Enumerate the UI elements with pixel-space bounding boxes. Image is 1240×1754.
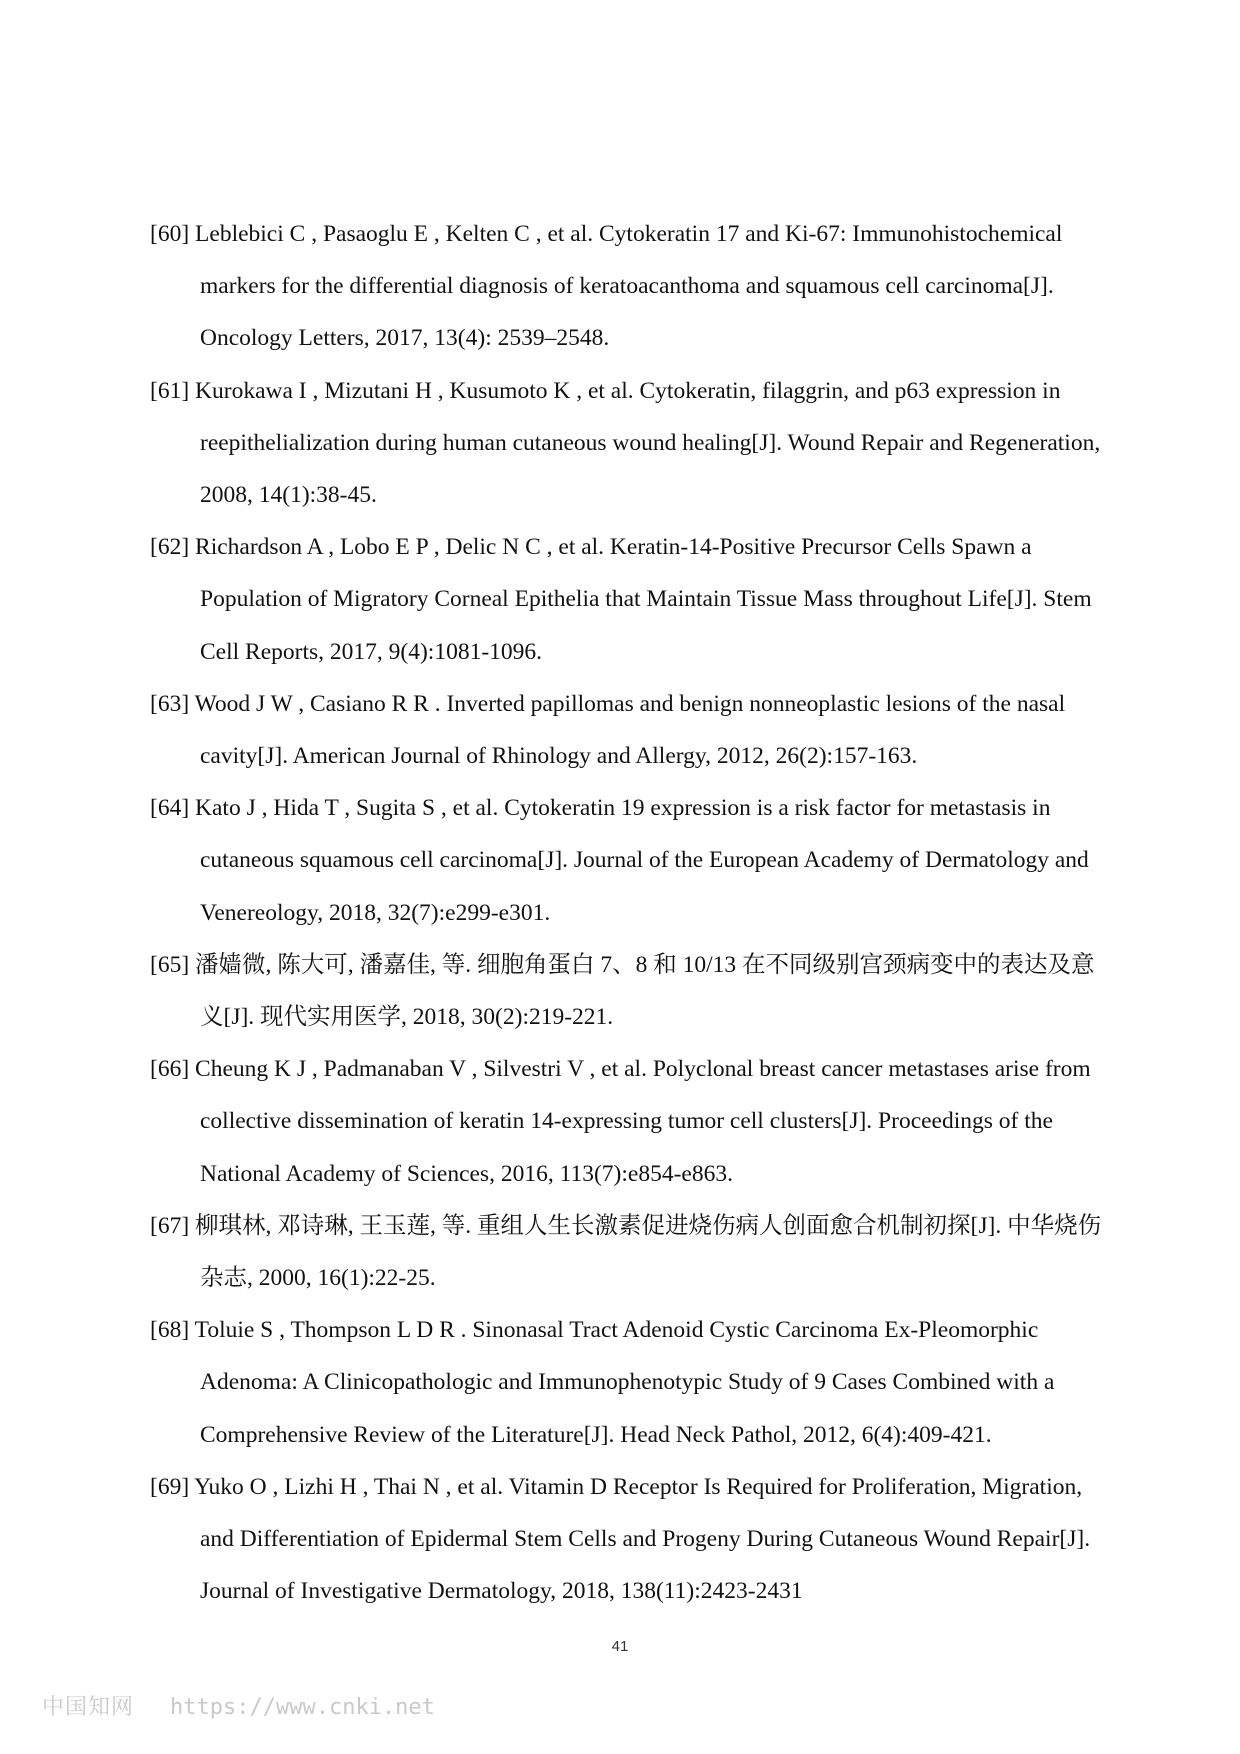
reference-text: 潘嫱微, 陈大可, 潘嘉佳, 等. 细胞角蛋白 7、8 和 10/13 在不同级别宫颈病变中的表达及意义[J]. 现代实用医学, 2018, 30(2):219-221. bbox=[195, 951, 1095, 1031]
reference-label: [68] bbox=[150, 1317, 190, 1344]
reference-item bbox=[150, 1461, 1110, 1618]
reference-label: [69] bbox=[150, 1473, 190, 1500]
reference-label: [61] bbox=[150, 377, 190, 404]
reference-label: [67] bbox=[150, 1212, 190, 1239]
watermark bbox=[42, 1690, 435, 1721]
reference-text: Leblebici C , Pasaoglu E , Kelten C , et al. Cytokeratin 17 and Ki-67: Immunohistochemical markers for the differential diagnosis of keratoacanthoma and squamous cell carcinoma[J]. Oncology Letters, 2017, 13(4): 2539–2548. bbox=[195, 221, 1063, 352]
reference-item bbox=[150, 1043, 1110, 1200]
reference-label: [64] bbox=[150, 795, 190, 822]
reference-label: [66] bbox=[150, 1056, 190, 1083]
watermark-site-name: 中国知网 bbox=[42, 1695, 135, 1720]
page-number: 41 bbox=[611, 1638, 629, 1655]
reference-label: [65] bbox=[150, 951, 190, 978]
reference-text: Richardson A , Lobo E P , Delic N C , et al. Keratin-14-Positive Precursor Cells Spawn a Population of Migratory Corneal Epithelia that Maintain Tissue Mass throughout Life[J]. Stem Cell Reports, 2017, 9(4):1081-1096. bbox=[195, 534, 1092, 665]
reference-item bbox=[150, 365, 1110, 522]
reference-list bbox=[150, 208, 1110, 1617]
reference-label: [63] bbox=[150, 690, 190, 717]
reference-text: 柳琪林, 邓诗琳, 王玉莲, 等. 重组人生长激素促进烧伤病人创面愈合机制初探[J]. 中华烧伤杂志, 2000, 16(1):22-25. bbox=[195, 1212, 1102, 1292]
reference-item bbox=[150, 782, 1110, 939]
reference-text: Toluie S , Thompson L D R . Sinonasal Tract Adenoid Cystic Carcinoma Ex-Pleomorphic Adenoma: A Clinicopathologic and Immunophenotypic Study of 9 Cases Combined with a Comprehensive Review of the Literature[J]. Head Neck Pathol, 2012, 6(4):409-421. bbox=[194, 1317, 1055, 1448]
reference-text: Yuko O , Lizhi H , Thai N , et al. Vitamin D Receptor Is Required for Proliferation, Migration, and Differentiation of Epidermal Stem Cells and Progeny During Cutaneous Wound Repair[J]. Journal of Investigative Dermatology, 2018, 138(11):2423-2431 bbox=[194, 1473, 1091, 1605]
reference-item bbox=[150, 208, 1110, 365]
reference-item bbox=[150, 1304, 1110, 1461]
reference-label: [62] bbox=[150, 534, 190, 561]
reference-label: [60] bbox=[150, 221, 190, 247]
reference-item bbox=[150, 939, 1110, 1043]
reference-item bbox=[150, 678, 1110, 782]
reference-item bbox=[150, 1200, 1110, 1304]
watermark-url: https://www.cnki.net bbox=[170, 1695, 435, 1720]
reference-text: Kurokawa I , Mizutani H , Kusumoto K , et al. Cytokeratin, filaggrin, and p63 expression in reepithelialization during human cutaneous wound healing[J]. Wound Repair and Regeneration, 2008, 14(1):38-45. bbox=[195, 377, 1101, 509]
reference-text: Kato J , Hida T , Sugita S , et al. Cytokeratin 19 expression is a risk factor for metastasis in cutaneous squamous cell carcinoma[J]. Journal of the European Academy of Dermatology and Venereology, 2018, 32(7):e299-e301. bbox=[195, 795, 1089, 926]
reference-text: Wood J W , Casiano R R . Inverted papillomas and benign nonneoplastic lesions of the nasal cavity[J]. American Journal of Rhinology and Allergy, 2012, 26(2):157-163. bbox=[194, 690, 1066, 770]
reference-text: Cheung K J , Padmanaban V , Silvestri V , et al. Polyclonal breast cancer metastases arise from collective dissemination of keratin 14-expressing tumor cell clusters[J]. Proceedings of the National Academy of Sciences, 2016, 113(7):e854-e863. bbox=[195, 1056, 1091, 1187]
reference-item bbox=[150, 521, 1110, 678]
